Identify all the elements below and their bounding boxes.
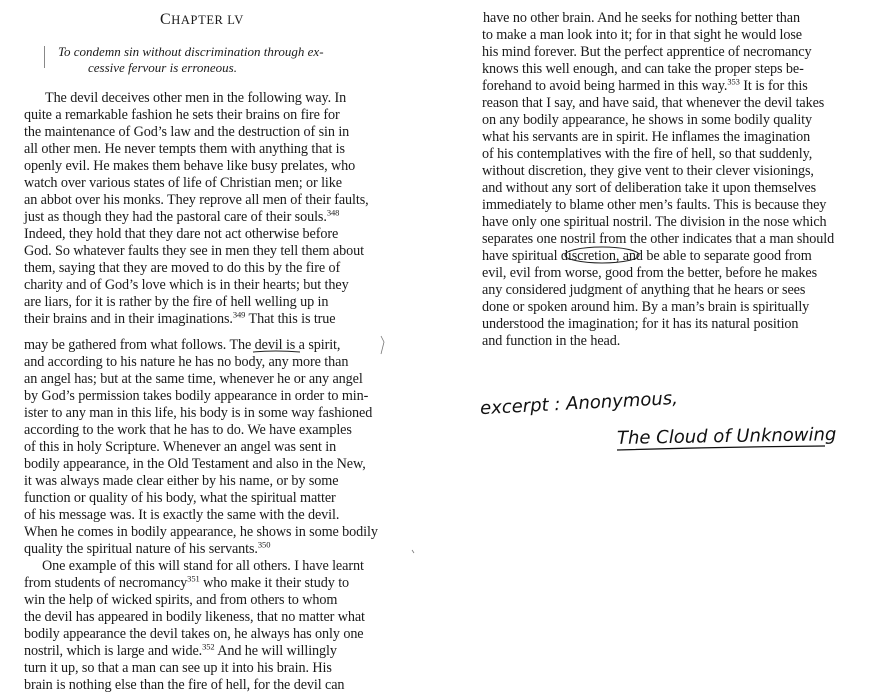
chapter-subtitle-line: cessive fervour is erroneous.: [88, 60, 237, 75]
footnote-ref: 348: [326, 207, 340, 218]
text-line: knows this well enough, and can take the proper steps be-: [482, 61, 804, 77]
text-line: and function in the head.: [482, 333, 621, 349]
text-line: watch over various states of life of Christian men; or like: [24, 175, 342, 191]
text-line: ister to any man in this life, his body is in some way fashioned: [24, 405, 373, 421]
text-line: of his message was. It is exactly the same with the devil.: [24, 507, 340, 523]
text-line: from students of necromancy$^{351}$ who make it their study to: [24, 573, 350, 591]
text-line: what his servants are in spirit. He inflames the imagination: [482, 129, 811, 145]
text-line: his mind forever. But the perfect apprentice of necromancy: [482, 44, 812, 60]
text-line: just as though they had the pastoral care of their souls.$^{348}$: [24, 207, 340, 225]
text-line: the devil has appeared in bodily likeness, that no matter what: [24, 609, 365, 625]
text-line: charity and of God’s love which is in their hearts; but they: [24, 277, 349, 293]
text-line: done or spoken around him. By a man’s brain is spiritually: [482, 299, 810, 315]
text-line: have no other brain. And he seeks for nothing better than: [483, 10, 800, 26]
text-line: function or quality of his body, what the spiritual matter: [24, 490, 336, 506]
text-line: When he comes in bodily appearance, he shows in some bodily: [24, 524, 378, 540]
text-line: an angel has; but at the same time, whenever he or any angel: [24, 371, 363, 387]
chapter-title: CHAPTER LV: [160, 11, 244, 28]
handwritten-source-title: The Cloud of Unknowing: [616, 424, 837, 449]
text-line: forehand to avoid being harmed in this way.$^{353}$ It is for this: [482, 76, 808, 94]
left-column: [0, 0, 445, 697]
footnote-ref: 352: [202, 641, 215, 652]
chapter-subtitle-line: To condemn sin without discrimination through ex-: [58, 44, 324, 59]
text-line: have only one spiritual nostril. The division in the nose which: [482, 214, 827, 230]
text-line: One example of this will stand for all others. I have learnt: [42, 558, 364, 574]
text-line: have spiritual discretion, and be able to separate good from: [482, 248, 812, 264]
text-line: separates one nostril from the other indicates that a man should: [482, 231, 835, 247]
text-line: them, saying that they are moved to do this by the fire of: [24, 260, 341, 276]
footnote-ref: 351: [187, 573, 200, 584]
text-line: of this in holy Scripture. Whenever an angel was sent in: [24, 439, 337, 455]
text-line: all other men. He never tempts them with anything that is: [24, 141, 345, 157]
text-line: God. So whatever faults they see in men they tell them about: [24, 243, 364, 259]
handwritten-excerpt-note: excerpt : Anonymous,: [479, 387, 679, 420]
right-column: [445, 0, 895, 697]
text-line: understood the imagination; for it has its natural position: [482, 316, 799, 332]
text-line: according to the work that he has to do. We have examples: [24, 422, 352, 438]
text-line: immediately to blame other men’s faults. This is because they: [482, 197, 827, 213]
text-line: brain is nothing else than the fire of hell, for the devil can: [24, 677, 345, 693]
text-line: it was always made clear either by his name, or by some: [24, 473, 339, 489]
text-line: reason that I say, and have said, that whenever the devil takes: [482, 95, 825, 111]
text-line: Indeed, they hold that they dare not act otherwise before: [24, 226, 339, 242]
text-line: by God’s permission takes bodily appearance in order to min-: [24, 388, 369, 404]
text-line: and according to his nature he has no body, any more than: [24, 354, 349, 370]
text-line: of his contemplatives with the fire of hell, so that suddenly,: [482, 146, 813, 162]
text-line: bodily appearance, in the Old Testament and also in the New,: [24, 456, 366, 472]
text-line: without discretion, they give vent to their clever visionings,: [482, 163, 814, 179]
footnote-ref: 350: [257, 539, 271, 550]
text-line: and without any sort of deliberation take it upon themselves: [482, 180, 817, 196]
text-line: the maintenance of God’s law and the destruction of sin in: [24, 124, 350, 140]
text-line: evil, evil from worse, good from the better, before he makes: [482, 265, 817, 281]
text-line: to make a man look into it; for in that sight he would lose: [482, 27, 802, 43]
footnote-ref: 353: [727, 76, 740, 87]
text-line: an abbot over his monks. They reprove all men of their faults,: [24, 192, 369, 208]
text-line: any considered judgment of anything that he hears or sees: [482, 282, 806, 298]
text-line: turn it up, so that a man can see up it into his brain. His: [24, 660, 332, 676]
text-line: quite a remarkable fashion he sets their brains on fire for: [24, 107, 340, 123]
text-line: may be gathered from what follows. The devil is a spirit,: [24, 337, 341, 353]
text-line: their brains and in their imaginations.$^{349}$ That this is true: [24, 309, 336, 327]
text-line: The devil deceives other men in the following way. In: [45, 90, 347, 106]
text-line: openly evil. He makes them behave like busy prelates, who: [24, 158, 356, 174]
text-line: are liars, for it is rather by the fire of hell welling up in: [24, 294, 329, 310]
text-line: on any bodily appearance, he shows in some bodily quality: [482, 112, 812, 128]
footnote-ref: 349: [232, 309, 246, 320]
text-line: win the help of wicked spirits, and from others to whom: [24, 592, 338, 608]
text-line: nostril, which is large and wide.$^{352}$ And he will willingly: [24, 641, 337, 659]
text-line: bodily appearance the devil takes on, he always has only one: [24, 626, 364, 642]
text-line: quality the spiritual nature of his servants.$^{350}$: [24, 539, 271, 557]
